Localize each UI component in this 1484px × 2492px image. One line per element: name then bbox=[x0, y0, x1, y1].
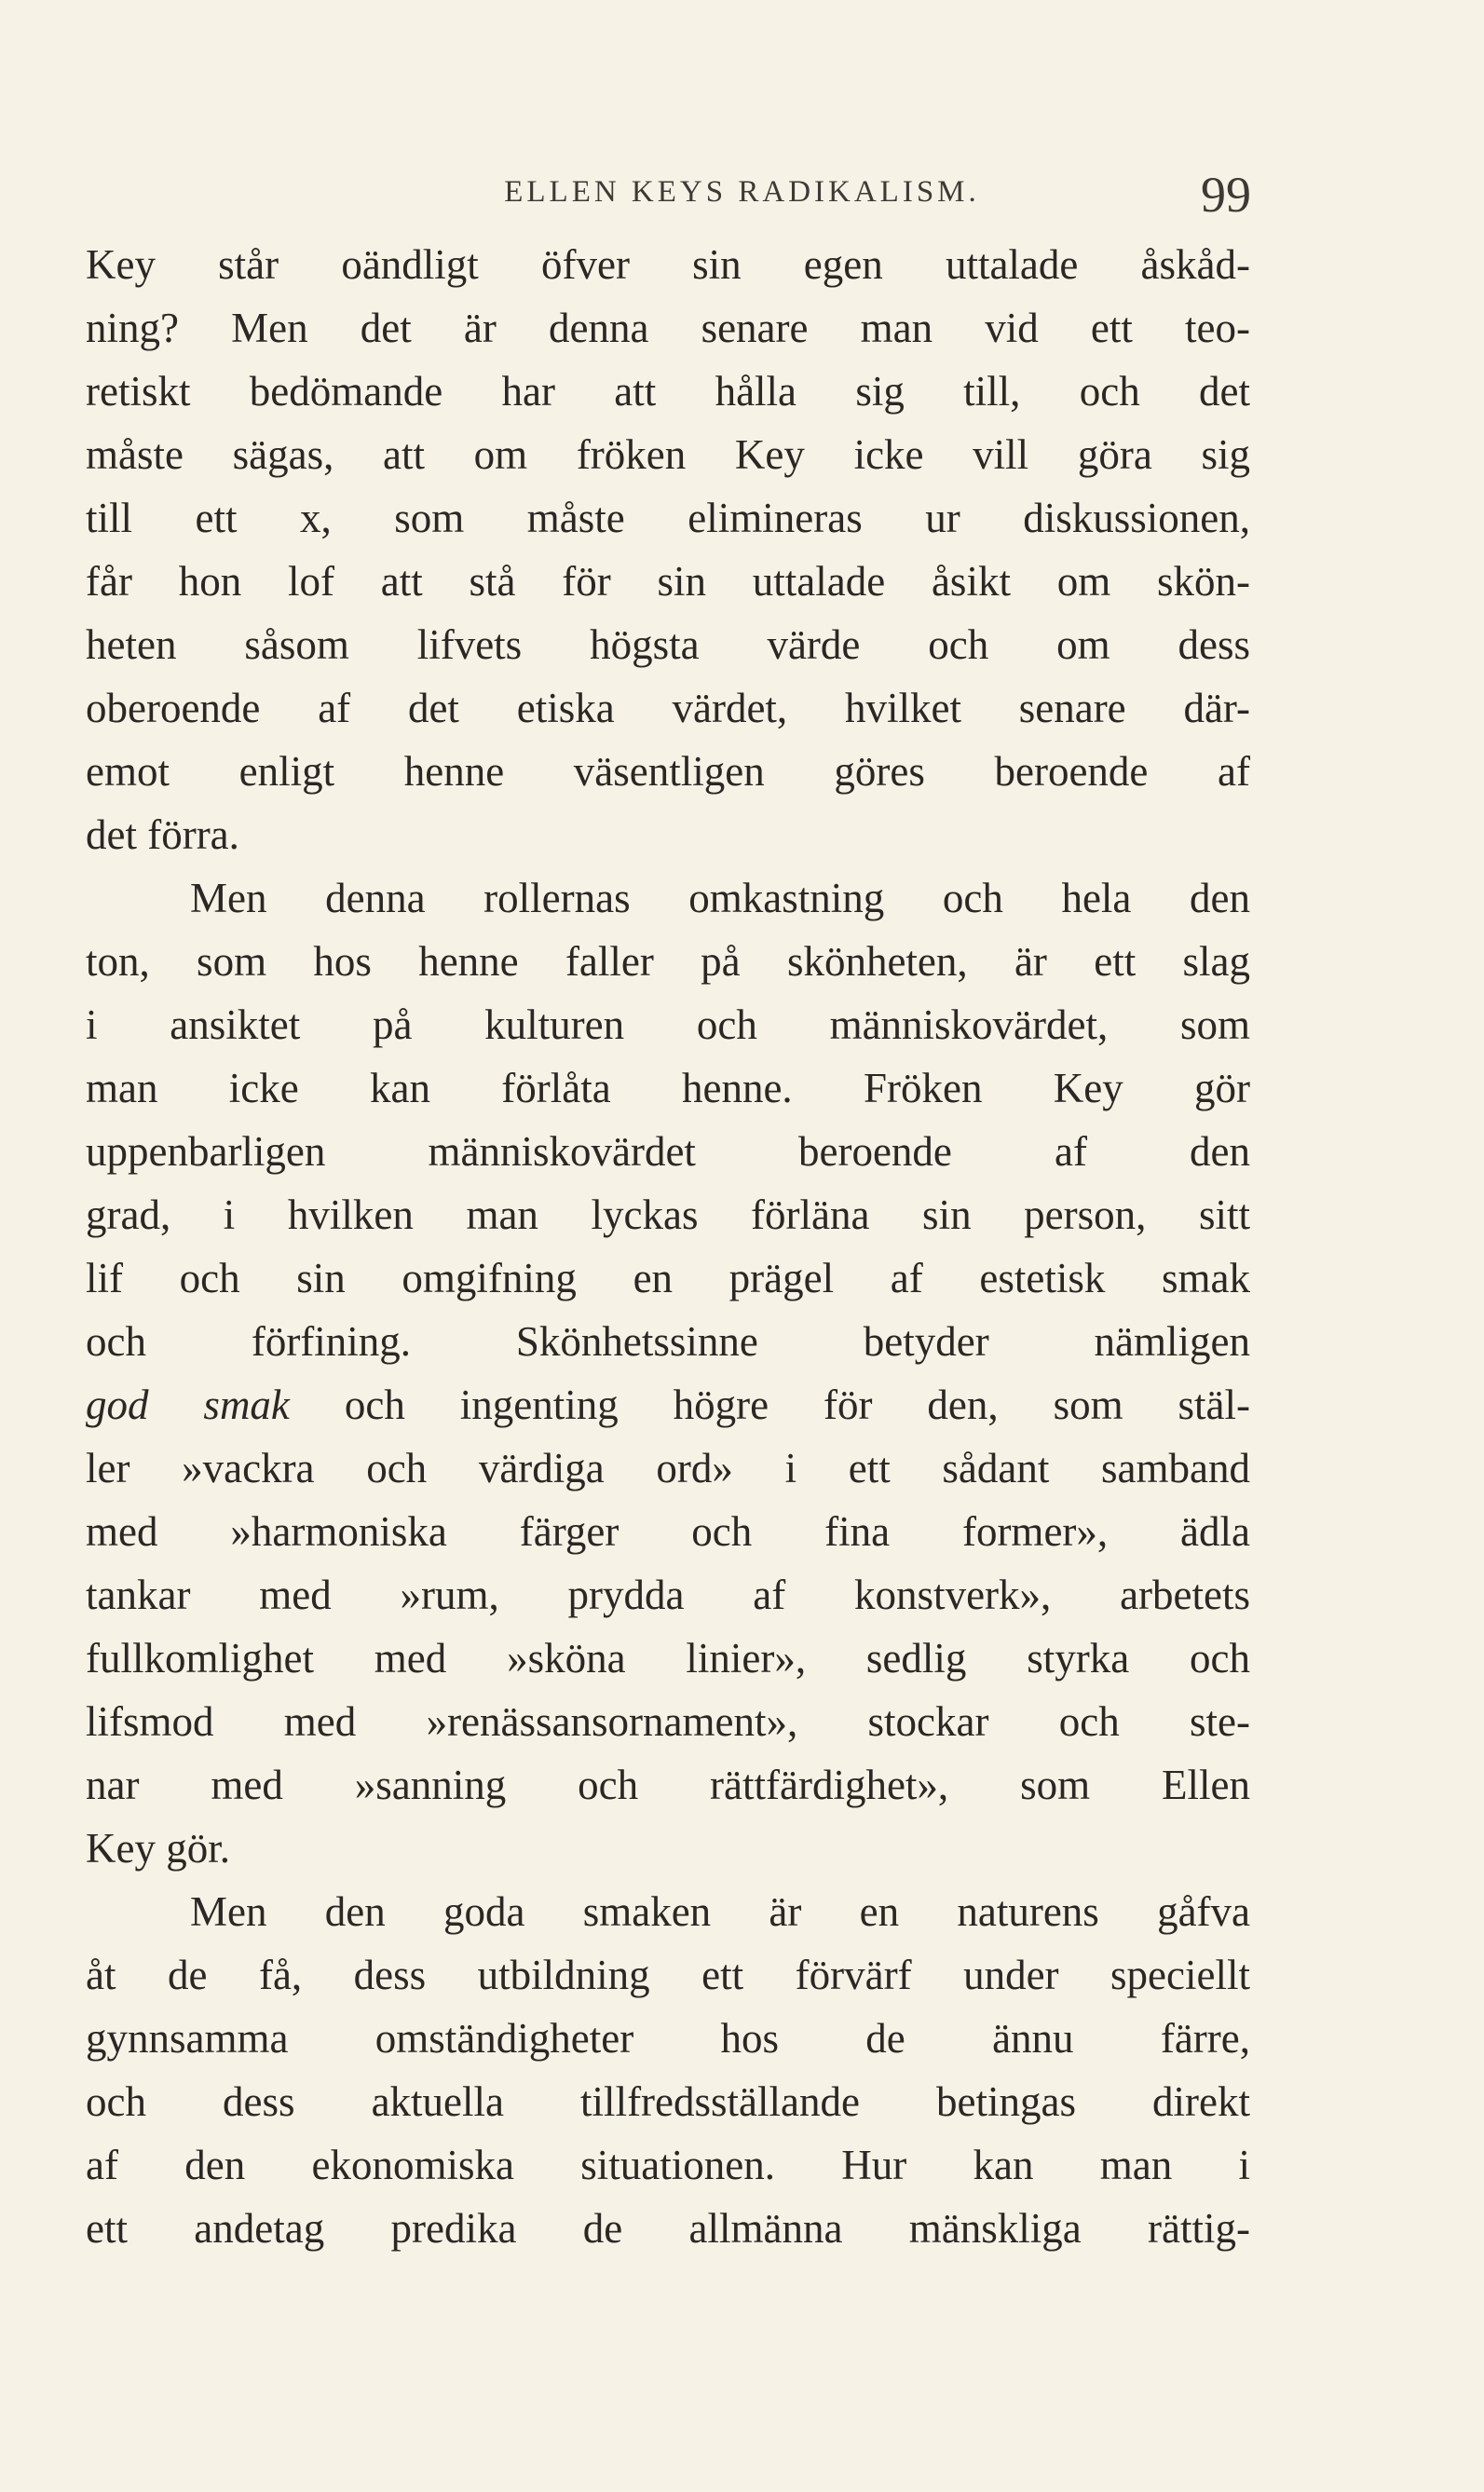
page-number: 99 bbox=[1201, 167, 1251, 223]
text-line: och förfining. Skönhetssinne betyder nämligen bbox=[86, 1318, 1250, 1365]
text-line: ett andetag predika de allmänna mänskliga rättig- bbox=[86, 2205, 1250, 2252]
text-line: ton, som hos henne faller på skönheten, är ett slag bbox=[86, 938, 1250, 985]
text-line: man icke kan förlåta henne. Fröken Key gör bbox=[86, 1065, 1250, 1111]
text-line: i ansiktet på kulturen och människovärdet, som bbox=[86, 1001, 1250, 1048]
text-line-with-italic bbox=[86, 1373, 1250, 1437]
text-line: Men denna rollernas omkastning och hela den bbox=[190, 875, 1250, 921]
text-line: får hon lof att stå för sin uttalade åsikt om skön- bbox=[86, 558, 1250, 605]
text-line: Key står oändligt öfver sin egen uttalade åskåd- bbox=[86, 241, 1250, 288]
text-line: grad, i hvilken man lyckas förläna sin person, sitt bbox=[86, 1192, 1250, 1238]
text-line: emot enligt henne väsentligen göres beroende af bbox=[86, 748, 1250, 795]
text-line: oberoende af det etiska värdet, hvilket senare där- bbox=[86, 685, 1250, 731]
text-line: uppenbarligen människovärdet beroende af den bbox=[86, 1128, 1250, 1175]
text-line: fullkomlighet med »sköna linier», sedlig styrka och bbox=[86, 1635, 1250, 1682]
text-line: till ett x, som måste elimineras ur diskussionen, bbox=[86, 495, 1250, 541]
text-line: heten såsom lifvets högsta värde och om dess bbox=[86, 621, 1250, 668]
text-line: retiskt bedömande har att hålla sig till, och det bbox=[86, 368, 1250, 415]
text-line: gynnsamma omständigheter hos de ännu färre, bbox=[86, 2015, 1250, 2062]
text-line: nar med »sanning och rättfärdighet», som Ellen bbox=[86, 1762, 1250, 1808]
text-line: måste sägas, att om fröken Key icke vill göra sig bbox=[86, 431, 1250, 478]
text-line: åt de få, dess utbildning ett förvärf under speciellt bbox=[86, 1952, 1250, 1998]
text-line: ler »vackra och värdiga ord» i ett sådant samband bbox=[86, 1445, 1250, 1491]
text-line: Men den goda smaken är en naturens gåfva bbox=[190, 1888, 1250, 1935]
running-head bbox=[0, 166, 1484, 231]
text-line: med »harmoniska färger och fina former», ädla bbox=[86, 1508, 1250, 1555]
body-text bbox=[86, 233, 1250, 2260]
text-line: det förra. bbox=[86, 811, 239, 858]
italic-phrase: god smak bbox=[86, 1382, 290, 1428]
running-title: ELLEN KEYS RADIKALISM. bbox=[504, 175, 980, 209]
line-rest: och ingenting högre för den, som stäl- bbox=[289, 1382, 1250, 1428]
text-line: ning? Men det är denna senare man vid ett teo- bbox=[86, 305, 1250, 351]
text-line: lifsmod med »renässansornament», stockar och ste- bbox=[86, 1698, 1250, 1745]
text-line: och dess aktuella tillfredsställande betingas direkt bbox=[86, 2078, 1250, 2125]
text-line: af den ekonomiska situationen. Hur kan man i bbox=[86, 2142, 1250, 2188]
text-line: lif och sin omgifning en prägel af estetisk smak bbox=[86, 1255, 1250, 1301]
text-line: Key gör. bbox=[86, 1825, 230, 1872]
text-line: tankar med »rum, prydda af konstverk», arbetets bbox=[86, 1572, 1250, 1618]
